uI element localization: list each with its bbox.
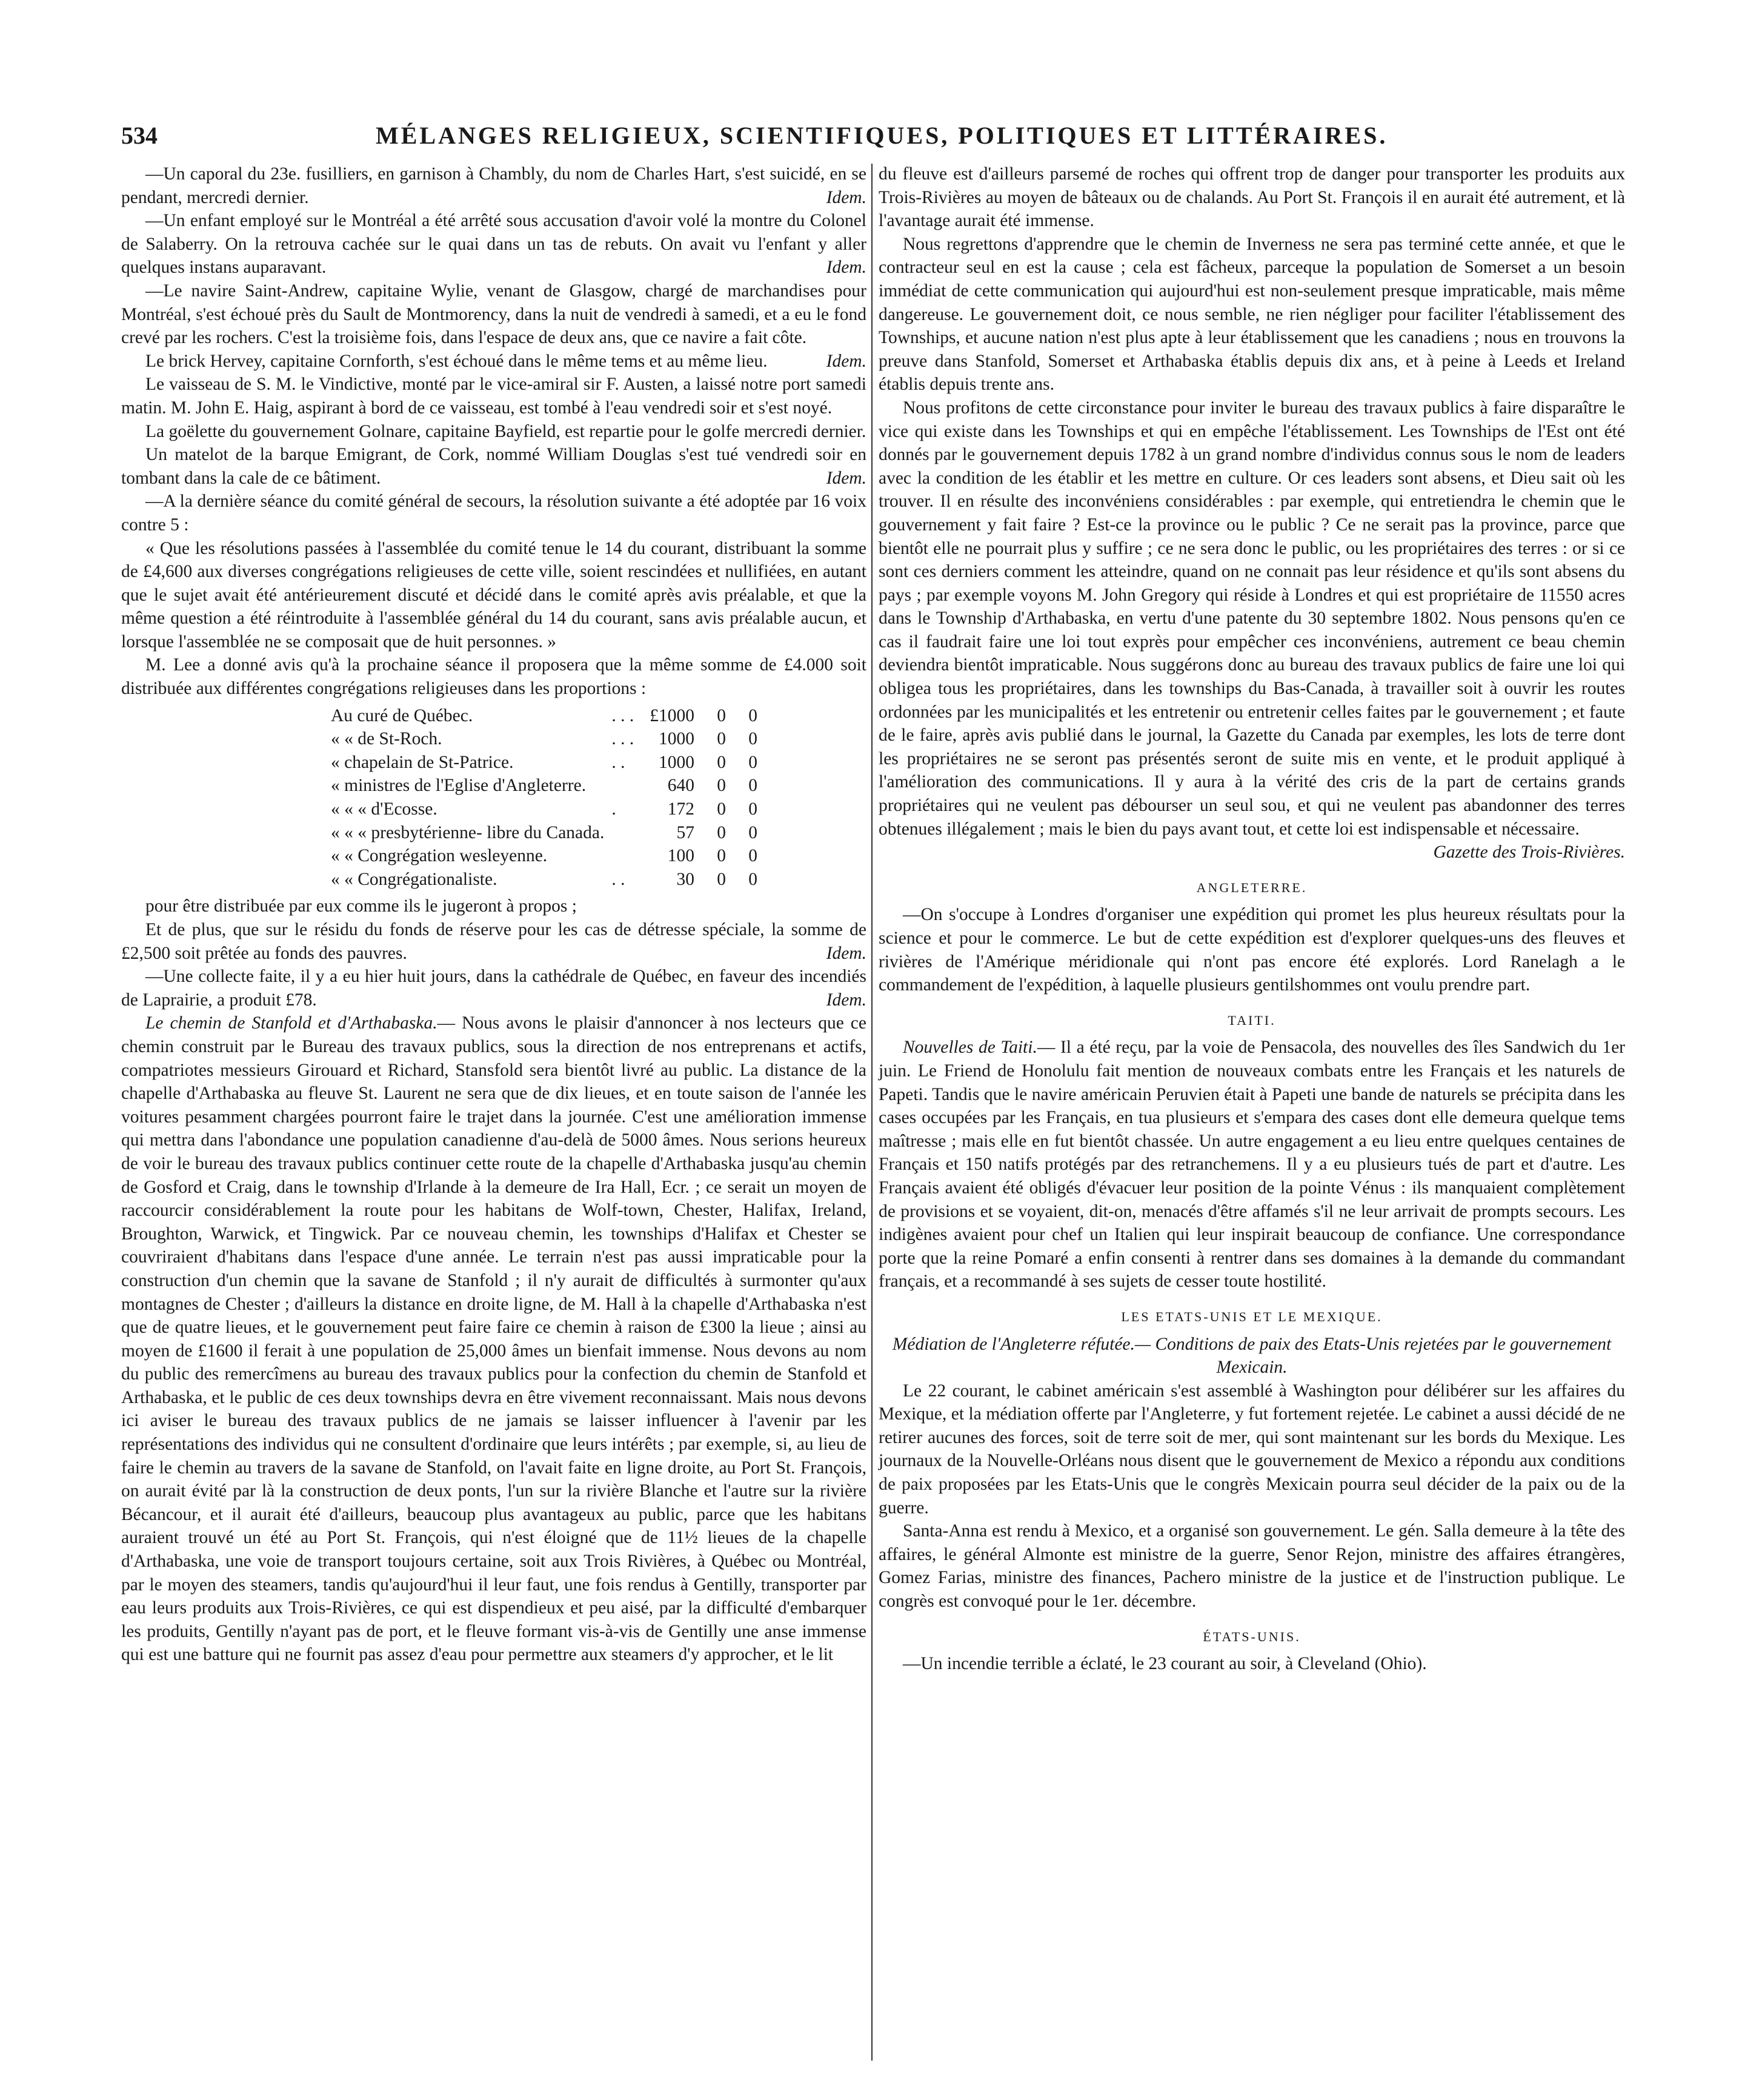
row-amount: 1000	[658, 752, 694, 772]
row-pence: 0	[748, 776, 757, 796]
quoted-resolution: « Que les résolutions passées à l'assemblée du comité tenue le 14 du courant, distribuant la somme de £4,600 aux diverses congrégations religieuses de cette ville, soient rescindées et nullifiées, en autant que le sujet avait été antérieurement discuté et décidé dans le comité après avis préalable, et que la même question a été réintroduite à l'assemblée général du 14 du courant, sans avis préalable aucun, et lorsque l'assemblée ne se composait que de huit personnes. »	[121, 538, 866, 652]
news-item: —On s'occupe à Londres d'organiser une expédition qui promet les plus heureux résultats pour la science et pour le commerce. Le but de cette expédition est d'explorer quelques-uns des fleuves et rivières de l'Amérique méridionale qui n'ont pas encore été explorés. Lord Ranelagh a le commandement de l'expédition, à laquelle plusieurs gentilshommes ont voulu prendre part.	[879, 905, 1625, 995]
row-amount: 172	[667, 799, 694, 819]
row-pence: 0	[748, 869, 757, 889]
row-leader: . . .	[611, 705, 634, 725]
row-shillings: 0	[717, 799, 726, 819]
row-shillings: 0	[717, 776, 726, 796]
row-pence: 0	[748, 822, 757, 842]
row-amount: 100	[667, 846, 694, 866]
source-credit: Idem.	[826, 187, 866, 207]
news-item: —A la dernière séance du comité général de secours, la résolution suivante a été adoptée par 16 voix contre 5 :	[121, 492, 866, 535]
source-credit: Idem.	[826, 258, 866, 278]
table-row	[327, 844, 761, 868]
row-label: « « Congrégationaliste.	[331, 869, 497, 889]
table-row	[327, 798, 761, 821]
row-label: « « « d'Ecosse.	[331, 799, 437, 819]
source-credit: Idem.	[826, 943, 866, 963]
row-leader: .	[611, 799, 616, 819]
row-leader: . .	[611, 752, 625, 772]
row-shillings: 0	[717, 822, 726, 842]
source-credit: Idem.	[826, 351, 866, 371]
news-item: —Un enfant employé sur le Montréal a été arrêté sous accusation d'avoir volé la montre du Colonel de Salaberry. On la retrouva cachée sur le quai dans un tas de rebuts. On avait vu l'enfant y aller quelques instans auparavant. Idem.	[121, 209, 866, 279]
row-pence: 0	[748, 799, 757, 819]
news-item: Et de plus, que sur le résidu du fonds de réserve pour les cas de détresse spéciale, la somme de £2,500 soit prêtée au fonds des pauvres. Idem.	[121, 918, 866, 965]
news-item: Le vaisseau de S. M. le Vindictive, monté par le vice-amiral sir F. Austen, a laissé notre port samedi matin. M. John E. Haig, aspirant à bord de ce vaisseau, est tombé à l'eau vendredi soir et s'est noyé.	[121, 375, 866, 418]
article-continuation: du fleuve est d'ailleurs parsemé de roches qui offrent trop de danger pour transporter les produits aux Trois-Rivières au moyen de bâteaux ou de chalands. Au Port St. François il en aurait été autrement, et là l'avantage aurait été immense.	[879, 164, 1625, 231]
news-item: Le brick Hervey, capitaine Cornforth, s'est échoué dans le même tems et au même lieu. Idem.	[121, 350, 866, 373]
running-head: MÉLANGES RELIGIEUX, SCIENTIFIQUES, POLITIQUES ET LITTÉRAIRES.	[376, 122, 1388, 149]
news-item: Un matelot de la barque Emigrant, de Cork, nommé William Douglas s'est tué vendredi soir en tombant dans la cale de ce bâtiment. Idem.	[121, 443, 866, 490]
row-leader: . . .	[611, 729, 634, 749]
table-row	[327, 751, 761, 775]
row-shillings: 0	[717, 869, 726, 889]
table-row	[327, 774, 761, 798]
page-number: 534	[121, 122, 158, 149]
source-credit: Idem.	[826, 990, 866, 1010]
row-pence: 0	[748, 846, 757, 866]
news-item: La goëlette du gouvernement Golnare, capitaine Bayfield, est repartie pour le golfe mercredi dernier.	[145, 421, 866, 441]
row-leader	[608, 774, 637, 798]
distribution-table	[327, 704, 761, 892]
row-leader: . .	[611, 869, 625, 889]
table-row	[327, 821, 761, 845]
row-shillings: 0	[717, 729, 726, 749]
page-header	[121, 121, 1624, 158]
article-lead: Nouvelles de Taiti.	[903, 1038, 1037, 1058]
table-row	[327, 704, 761, 728]
row-shillings: 0	[717, 705, 726, 725]
news-item: pour être distribuée par eux comme ils le jugeront à propos ;	[145, 896, 577, 916]
article-lead: Le chemin de Stanfold et d'Arthabaska.	[145, 1013, 437, 1033]
row-pence: 0	[748, 729, 757, 749]
news-item: —Un incendie terrible a éclaté, le 23 courant au soir, à Cleveland (Ohio).	[903, 1654, 1427, 1674]
row-leader	[608, 821, 637, 845]
section-heading-angleterre: ANGLETERRE.	[1196, 879, 1308, 895]
left-column	[121, 162, 866, 1667]
source-credit: Idem.	[826, 468, 866, 488]
source-signature: Gazette des Trois-Rivières.	[1433, 842, 1625, 862]
row-shillings: 0	[717, 846, 726, 866]
row-label: « « de St-Roch.	[331, 729, 442, 749]
row-amount: 30	[676, 869, 694, 889]
section-heading-etats-unis: ÉTATS-UNIS.	[1203, 1628, 1301, 1644]
section-heading-etats-mexique: LES ETATS-UNIS ET LE MEXIQUE.	[1121, 1308, 1383, 1324]
row-amount: 57	[676, 822, 694, 842]
news-item: Le 22 courant, le cabinet américain s'est assemblé à Washington pour délibérer sur les affaires du Mexique, et la médiation offerte par l'Angleterre, y fut fortement rejetée. Le cabinet a aussi décidé de ne retirer aucunes des forces, soit de terre soit de mer, qui sont maintenant sur les bords du Mexique. Les journaux de la Nouvelle-Orléans nous disent que le gouvernement de Mexico a répondu aux conditions de paix proposées par les Etats-Unis que le congrès Mexicain pourra seul décider de la paix ou de la guerre.	[879, 1381, 1625, 1518]
news-item: M. Lee a donné avis qu'à la prochaine séance il proposera que la même somme de £4.000 soit distribuée aux différentes congrégations religieuses dans les proportions :	[121, 655, 866, 699]
row-amount: 640	[667, 776, 694, 796]
row-label: « « Congrégation wesleyenne.	[331, 846, 548, 866]
row-label: Au curé de Québec.	[331, 705, 473, 725]
row-leader	[608, 844, 637, 868]
article-stanfold: Le chemin de Stanfold et d'Arthabaska.— Nous avons le plaisir d'annoncer à nos lecteurs que ce chemin construit par le Bureau des travaux publics, sous la direction de nos entreprenans et actifs, compatriotes messieurs Girouard et Richard, Stansfold sera bientôt livré au public. La distance de la chapelle d'Arthabaska au fleuve St. Laurent ne sera que de dix lieues, et en toute saison de l'année les voitures pesamment chargées pourront faire le trajet dans la journée. C'est une amélioration immense qui mettra dans l'abondance une population canadienne d'au-delà de 5000 âmes. Nous serions heureux de voir le bureau des travaux publics continuer cette route de la chapelle d'Arthabaska jusqu'au chemin de Gosford et Craig, dans le township d'Irlande à la demeure de Ira Hall, Ecr. ; ce serait un moyen de raccourcir considérablement la route pour les habitans de Wolf-town, Chester, Halifax, Ireland, Broughton, Warwick, et Tingwick. Par ce nouveau chemin, les townships d'Halifax et Chester se couvriraient d'habitans dans l'espace d'une année. Le terrain n'est pas aussi impraticable pour la construction d'un chemin que la savane de Stanfold ; il n'y aurait de difficultés à surmonter qu'aux montagnes de Chester ; d'ailleurs la distance en droite ligne, de M. Hall à la chapelle d'Arthabaska n'est que de quatre lieues, et le gouvernement peut faire faire ce chemin à raison de £300 la lieue ; ainsi au moyen de £1600 il ferait à une population de 25,000 âmes un bienfait immense. Nous devons au nom du public des remercîmens au bureau des travaux publics pour la confection du chemin de Stanfold et Arthabaska, et le public de ces deux townships devra en être vivement reconnaissant. Mais nous devons ici aviser le bureau des travaux publics de ne jamais se laisser influencer à l'avenir par les représentations des individus qui ne consultent d'ordinaire que leurs intérêts ; par exemple, si, au lieu de faire le chemin au travers de la savane de Stanfold, on l'avait faite en ligne droite, au Port St. François, on aurait évité par là la construction de deux ponts, l'un sur la rivière Blanche et l'autre sur la rivière Bécancour, et il aurait été d'ailleurs, beaucoup plus avantageux au public, parce que les habitans auraient trouvé un été au Port St. François, qui n'est éloigné que de 11½ lieues de la chapelle d'Arthabaska, une voie de transport toujours certaine, soit aux Trois Rivières, à Québec ou Montréal, par le moyen des steamers, tandis qu'aujourd'hui il leur faut, une fois rendus à Gentilly, transporter par eau leurs produits aux Trois-Rivières, ce qui est dispendieux et peu aisé, par la difficulté d'embarquer les produits, Gentilly n'ayant pas de port, et le fleuve formant vis-à-vis de Gentilly une anse immense qui est une batture qui ne fournit pas assez d'eau pour permettre aux steamers d'y approcher, et le lit	[121, 1013, 866, 1665]
news-item: —Le navire Saint-Andrew, capitaine Wylie, venant de Glasgow, chargé de marchandises pour Montréal, s'est échoué près du Sault de Montmorency, dans la nuit de vendredi à samedi, et a eu le fond crevé par les rochers. C'est la troisième fois, dans l'espace de deux ans, que ce navire a fait côte.	[121, 281, 866, 348]
row-amount: £1000	[650, 705, 694, 725]
row-pence: 0	[748, 752, 757, 772]
row-pence: 0	[748, 705, 757, 725]
news-item: Santa-Anna est rendu à Mexico, et a organisé son gouvernement. Le gén. Salla demeure à la tête des affaires, le général Almonte est ministre de la guerre, Senor Rejon, ministre des affaires étrangères, Gomez Farias, ministre des finances, Pachero ministre de la justice et de l'instruction publique. Le congrès est convoqué pour le 1er. décembre.	[879, 1521, 1625, 1612]
row-label: « chapelain de St-Patrice.	[331, 752, 514, 772]
article-subheading: Médiation de l'Angleterre réfutée.— Conditions de paix des Etats-Unis rejetées par le gouvernement Mexicain.	[892, 1334, 1612, 1378]
row-label: « ministres de l'Eglise d'Angleterre.	[331, 776, 587, 796]
table-row	[327, 868, 761, 892]
news-item: Nous profitons de cette circonstance pour inviter le bureau des travaux publics à faire disparaître le vice qui existe dans les Townships et qui en empêche l'établissement. Les Townships de l'Est ont été donnés par le gouvernement depuis 1782 à un grand nombre d'individus connus sous le nom de leaders avec la condition de les établir et les mettre en culture. Or ces leaders sont absens, et Dieu sait où les trouver. Il en résulte des inconvéniens considérables : par exemple, qui entretiendra le chemin que le gouvernement y fait faire ? Est-ce la province ou le public ? Ce ne serait pas la province, parce que bientôt elle ne pourrait plus y suffire ; ce ne sera donc le public, ou les propriétaires des terres : or si ce sont ces derniers comment les atteindre, quand on ne connait pas leur résidence et qu'ils sont absens du pays ; par exemple voyons M. John Gregory qui réside à Londres et qui est propriétaire de 11550 acres dans le Township d'Arthabaska, en vertu d'une patente du 30 septembre 1802. Nous pensons qu'en ce cas il faudrait faire une loi tout exprès pour empêcher ces inconvéniens, autrement ce beau chemin deviendra bientôt impraticable. Nous suggérons donc au bureau des travaux publics de faire une loi qui obligea tous les propriétaires, dans les townships du Bas-Canada, à travailler soit à ouvrir les routes ordonnées par les municipalités et les entretenir ou entretenir celles faites par le gouvernement ; et faute de le faire, après avis publié dans le journal, la Gazette du Canada par exemples, les lots de terre dont les propriétaires ne se seront pas présentés seront de suite mis en vente, et le produit appliqué à l'amélioration des communications. Il y aura à la vérité des cris de la part de certains grands propriétaires qui ne veulent pas débourser un seul sou, et qui ne veulent pas abandonner des terres obtenues illégalement ; mais le bien du pays avant tout, et cette loi est indispensable et nécessaire.	[879, 398, 1625, 839]
table-row	[327, 727, 761, 751]
row-shillings: 0	[717, 752, 726, 772]
right-column	[879, 162, 1625, 1676]
section-heading-taiti: TAITI.	[1228, 1012, 1276, 1028]
news-item: —Une collecte faite, il y a eu hier huit jours, dans la cathédrale de Québec, en faveur des incendiés de Laprairie, a produit £78. Idem.	[121, 965, 866, 1012]
news-item: —Un caporal du 23e. fusilliers, en garnison à Chambly, du nom de Charles Hart, s'est suicidé, en se pendant, mercredi dernier. Idem.	[121, 162, 866, 209]
row-label: « « « presbytérienne- libre du Canada.	[331, 822, 605, 842]
row-amount: 1000	[658, 729, 694, 749]
column-rule	[871, 164, 873, 2061]
news-item: Nouvelles de Taiti.— Il a été reçu, par la voie de Pensacola, des nouvelles des îles Sandwich du 1er juin. Le Friend de Honolulu fait mention de nouveaux combats entre les Français et les naturels de Papeti. Tandis que le navire américain Peruvien était à Papeti une bande de naturels se précipita dans les cases occupées par les Français, en tua plusieurs et s'empara des cases dont elle demeura quelque tems maîtresse ; mais elle en fut bientôt chassée. Un autre engagement a eu lieu entre quelques centaines de Français et 150 natifs protégés par des retranchemens. Il y a eu plusieurs tués de part et d'autre. Les Français avaient été obligés d'évacuer leur position de la pointe Vénus : ils manquaient complètement de provisions et se voyaient, dit-on, menacés d'être affamés s'il ne leur arrivait de prompts secours. Les indigènes avaient pour chef un Italien qui leur inspirait beaucoup de confiance. Une correspondance porte que la reine Pomaré a enfin consenti à rentrer dans ses domaines à la demande du commandant français, et a recommandé à ses sujets de cesser toute hostilité.	[879, 1038, 1625, 1292]
news-item: Nous regrettons d'apprendre que le chemin de Inverness ne sera pas terminé cette année, et que le contracteur seul en est la cause ; cela est fâcheux, parceque la population de Somerset a un besoin immédiat de cette communication qui aujourd'hui est non-seulement presque impraticable, mais même dangereuse. Le gouvernement doit, ce nous semble, ne rien négliger pour faciliter l'établissement des Townships, et aucune nation n'est plus apte à leur établissement que les canadiens ; nous en trouvons la preuve dans Stanfold, Somerset et Arthabaska établis depuis dix ans, et à peine à Leeds et Ireland établis depuis trente ans.	[879, 234, 1625, 395]
